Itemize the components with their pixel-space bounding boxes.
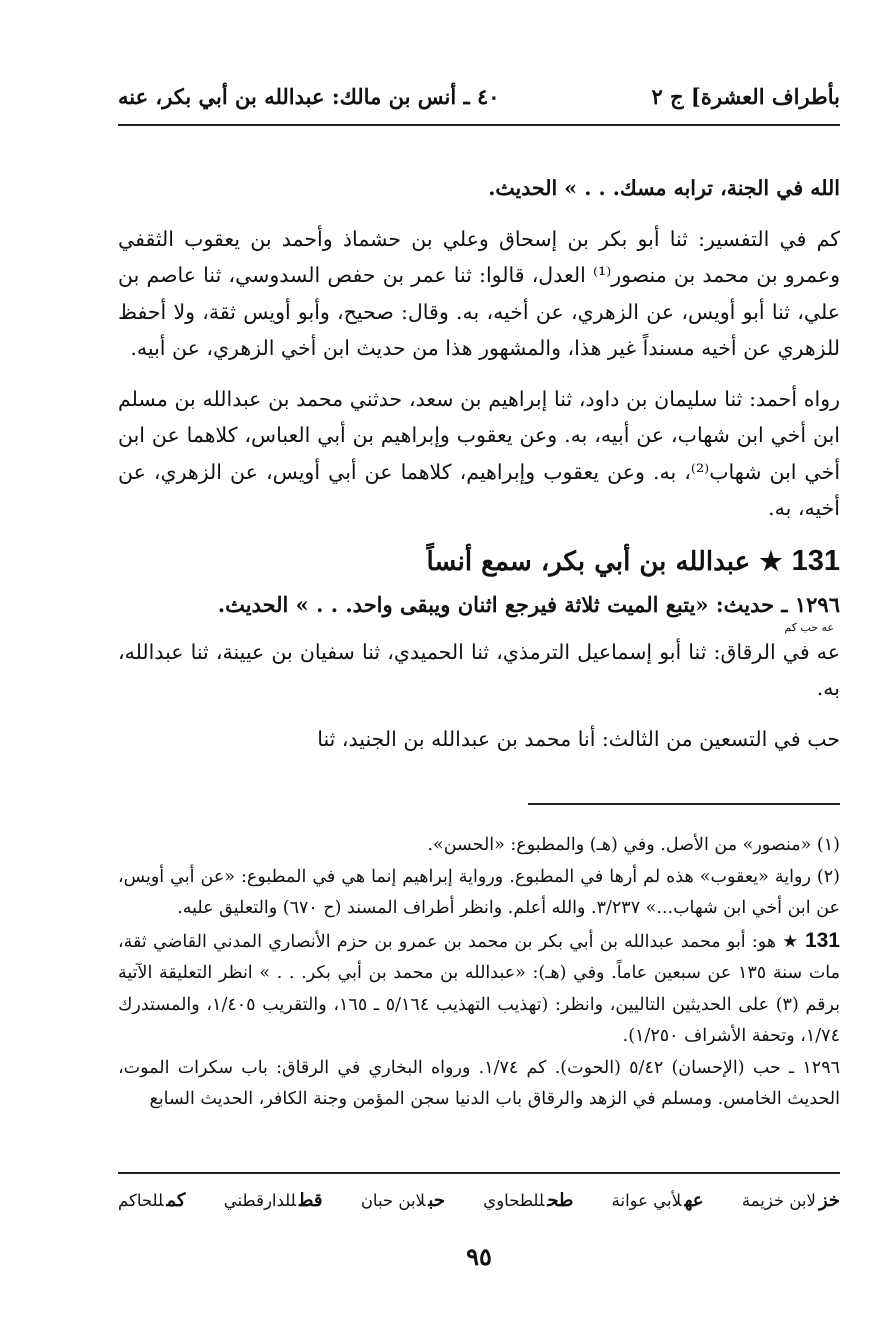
hadith-text: ـ حديث: «يتبع الميت ثلاثة فيرجع اثنان ويبقى واحد. . . » الحديث. <box>217 591 788 617</box>
abbreviations-rule <box>118 1172 840 1174</box>
header-rule <box>118 124 840 126</box>
star-icon: ★ <box>782 931 799 952</box>
footnote-1: (١) «منصور» من الأصل. وفي (هـ) والمطبوع: «الحسن». <box>427 835 840 855</box>
footnote-131 <box>118 925 840 1053</box>
abbreviation-item: خزلابن خزيمة <box>741 1190 840 1211</box>
footnote-1296: ١٢٩٦ ـ حب (الإحسان) ٥/٤٢ (الحوت). كم ١/٧٤. ورواه البخاري في الرقاق: باب سكرات الموت، الحديث الخامس. ومسلم في الزهد والرقاق باب الدنيا سجن المؤمن وجنة الكافر، الحديث السابع <box>118 1057 840 1109</box>
abbreviation-item: حبلابن حبان <box>360 1190 445 1211</box>
abbreviations-legend <box>118 1190 840 1211</box>
paragraph-ahmad: رواه أحمد: ثنا سليمان بن داود، ثنا إبراهيم بن سعد، حدثني محمد بن عبدالله بن مسلم ابن أخي ابن شهاب، عن أبيه، به. وعن يعقوب وإبراهيم بن أبي العباس، كلاهما عن ابن أخي ابن شهاب⁽²⁾، به. وعن يعقوب وإبراهيم، كلاهما عن أبي أويس، عن الزهري، عن أخيه، به. <box>118 386 841 520</box>
main-text <box>118 170 840 757</box>
paragraph-ibn-hibban: حب في التسعين من الثالث: أنا محمد بن عبدالله بن الجنيد، ثنا <box>317 726 840 751</box>
footnote-rule <box>528 803 840 805</box>
footnote-131-text: هو: أبو محمد عبدالله بن أبي بكر بن محمد بن عمرو بن حزم الأنصاري المدني القاضي ثقة، مات سنة ١٣٥ عن سبعين عاماً. وفي (هـ): «عبدالله بن محمد بن أبي بكر. . . » انظر التعليقة الآتية برقم (٣) على الحديثين التاليين، وانظر: (تهذيب التهذيب ٥/١٦٤ ـ ١٦٥، والتقريب ١/٤٠٥، والمستدرك ١/٧٤، وتحفة الأشراف ١/٢٥٠). <box>118 931 841 1046</box>
star-icon: ★ <box>759 546 783 577</box>
narrator-number: 131 <box>791 544 840 577</box>
abbreviation-item: قطللدارقطني <box>223 1190 323 1211</box>
hadith-heading <box>118 588 840 622</box>
footnote-131-number: 131 <box>804 928 840 952</box>
hadith-ending-line: الله في الجنة، ترابه مسك. . . » الحديث. <box>488 176 840 200</box>
header-book-title: بأطراف العشرة] ج ٢ <box>651 84 840 109</box>
header-chapter-title: ٤٠ ـ أنس بن مالك: عبدالله بن أبي بكر، عنه <box>118 84 500 109</box>
running-header <box>118 84 840 120</box>
hadith-number: ١٢٩٦ <box>794 591 840 617</box>
narrator-heading <box>118 539 840 584</box>
page-number: ٩٥ <box>466 1242 492 1271</box>
paragraph-abu-awana: عه في الرقاق: ثنا أبو إسماعيل الترمذي، ثنا الحميدي، ثنا سفيان بن عيينة، ثنا عبدالله، به. <box>118 639 840 700</box>
hadith-sigla: عه حب كم <box>784 620 834 634</box>
book-page <box>118 0 840 1333</box>
narrator-name: عبدالله بن أبي بكر، سمع أنساً <box>426 546 751 577</box>
paragraph-hakim-tafsir: كم في التفسير: ثنا أبو بكر بن إسحاق وعلي بن حشماذ وأحمد بن يعقوب الثقفي وعمرو بن محمد بن منصور⁽¹⁾ العدل، قالوا: ثنا عمر بن حفص السدوسي، ثنا عاصم بن علي، ثنا أبو أويس، عن الزهري، عن أخيه، به. وقال: صحيح، وأبو أويس ثقة، ولا أحفظ للزهري عن أخيه مسنداً غير هذا، والمشهور هذا من حديث ابن أخي الزهري، عن أبيه. <box>118 226 840 360</box>
abbreviation-item: عهلأبي عوانة <box>611 1190 704 1211</box>
abbreviation-item: طحللطحاوي <box>483 1190 574 1211</box>
footnote-2: (٢) رواية «يعقوب» هذه لم أرها في المطبوع. ورواية إبراهيم إنما هي في المطبوع: «عن أبي أويس، عن ابن أخي ابن شهاب...» ٣/٢٣٧. والله أعلم. وانظر أطراف المسند (ح ٦٧٠) والتعليق عليه. <box>118 866 840 918</box>
abbreviation-item: كمللحاكم <box>118 1190 186 1211</box>
footnotes <box>118 830 840 1116</box>
